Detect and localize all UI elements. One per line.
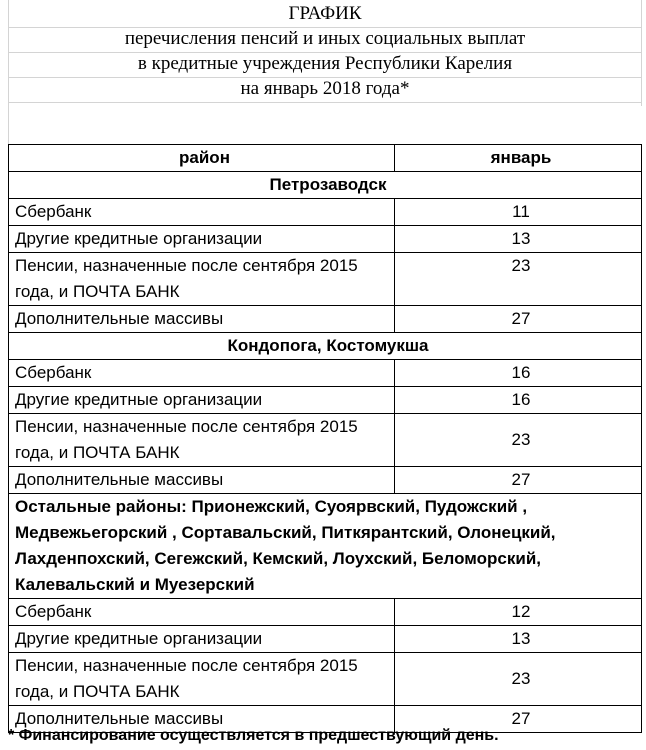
subtitle-line-3: на январь 2018 года* — [240, 78, 410, 99]
row-value: 12 — [395, 599, 642, 626]
table-row — [9, 414, 642, 467]
schedule-table — [8, 144, 642, 733]
row-label: Пенсии, назначенные после сентября 2015 года, и ПОЧТА БАНК — [9, 653, 395, 706]
row-label: Дополнительные массивы — [9, 467, 395, 494]
row-value: 27 — [395, 706, 642, 733]
row-label: Сбербанк — [9, 199, 395, 226]
grid-stub — [8, 106, 9, 144]
table-row — [9, 467, 642, 494]
row-value: 13 — [395, 626, 642, 653]
row-value: 11 — [395, 199, 642, 226]
row-value: 27 — [395, 467, 642, 494]
table-row — [9, 199, 642, 226]
table-row — [9, 306, 642, 333]
table-row — [9, 360, 642, 387]
row-value: 16 — [395, 360, 642, 387]
table-row — [9, 626, 642, 653]
row-value: 23 — [395, 653, 642, 706]
section-title-other-districts: Остальные районы: Прионежский, Суоярвский, Пудожский , Медвежьегорский , Сортавальский, Питкярантский, Олонецкий, Лахденпохский, Сегежский, Кемский, Лоухский, Беломорский, Калевальский и Муезерский — [9, 494, 642, 599]
row-value: 23 — [395, 414, 642, 467]
section-row — [9, 172, 642, 199]
row-label: Пенсии, назначенные после сентября 2015 года, и ПОЧТА БАНК — [9, 253, 395, 306]
row-label: Другие кредитные организации — [9, 226, 395, 253]
table-header-row — [9, 145, 642, 172]
column-header-district: район — [9, 145, 395, 172]
row-label: Другие кредитные организации — [9, 626, 395, 653]
table-row — [9, 387, 642, 414]
section-row — [9, 494, 642, 599]
row-value: 16 — [395, 387, 642, 414]
row-label: Сбербанк — [9, 360, 395, 387]
page-title: ГРАФИК — [288, 3, 362, 24]
footnote: * Финансирование осуществляется в предшествующий день. — [8, 727, 499, 744]
row-label: Пенсии, назначенные после сентября 2015 года, и ПОЧТА БАНК — [9, 414, 395, 467]
row-label: Дополнительные массивы — [9, 706, 395, 733]
row-value: 13 — [395, 226, 642, 253]
section-row — [9, 333, 642, 360]
row-label: Дополнительные массивы — [9, 306, 395, 333]
table-row — [9, 653, 642, 706]
table-row — [9, 599, 642, 626]
row-label: Сбербанк — [9, 599, 395, 626]
column-header-january: январь — [395, 145, 642, 172]
row-label: Другие кредитные организации — [9, 387, 395, 414]
subtitle-line-1: перечисления пенсий и иных социальных выплат — [124, 28, 526, 49]
section-title-petrozavodsk: Петрозаводск — [9, 172, 642, 199]
title-block — [8, 0, 642, 106]
row-value: 27 — [395, 306, 642, 333]
row-value: 23 — [395, 253, 642, 306]
subtitle-line-2: в кредитные учреждения Республики Карелия — [137, 53, 513, 74]
table-row — [9, 253, 642, 306]
table-row — [9, 226, 642, 253]
section-title-kondopoga: Кондопога, Костомукша — [9, 333, 642, 360]
